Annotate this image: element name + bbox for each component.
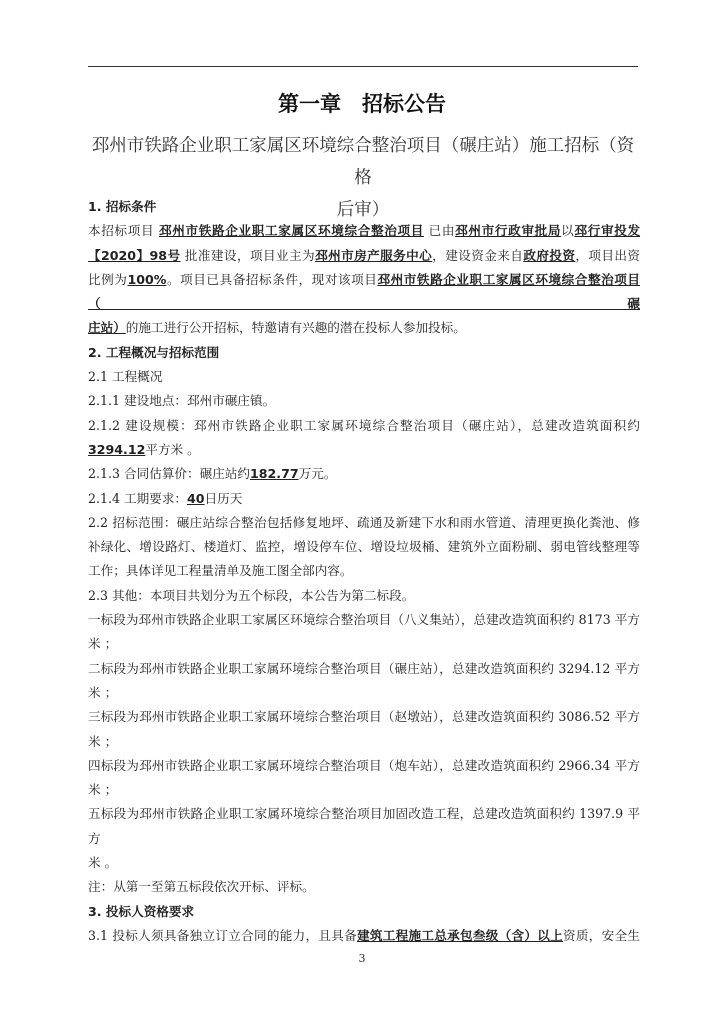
text-segment: 万元。 [298,466,337,482]
qualification-requirement: 建筑工程施工总承包叁级（含）以上 [356,927,564,943]
contract-estimate-value: 182.77 [250,466,299,482]
clause-2-2-line-1: 2.2 招标范围：碾庄站综合整治包括修复地坪、疏通及新建下水和雨水管道、清理更换化粪池、修 [88,514,640,530]
section-3-heading: 3. 投标人资格要求 [88,903,195,919]
clause-2-3: 2.3 其他：本项目共划分为五个标段，本公告为第二标段。 [88,587,415,603]
text-segment: 资质，安全生 [563,927,640,943]
clause-2-1-4 [88,487,640,511]
header-rule [88,66,638,67]
document-body [88,195,640,948]
lot-5-line-2: 米 。 [88,855,118,871]
funding-source: 政府投资 [523,247,576,263]
approval-doc-prefix: 邳行审投发 [574,223,641,239]
project-name-repeat: 邳州市铁路企业职工家属区环境综合整治项目（碾 [88,271,641,312]
lots-note: 注：从第一至第五标段依次开标、评标。 [88,879,315,895]
clause-2-2-line-3: 工作；具体详见工程量清单及施工图全部内容。 [88,563,353,579]
text-segment: 。项目已具备招标条件，现对该项目 [166,271,378,287]
building-area-value: 3294.12 [88,441,146,457]
text-segment: 2.1.3 合同估算价：碾庄站约 [88,466,250,482]
text-segment: 批准建设，项目业主为 [184,247,316,263]
text-segment: 3.1 投标人须具备独立订立合同的能力，且具备 [88,927,357,943]
text-segment: 已由 [428,223,456,239]
clause-2-1-2-line-1: 2.1.2 建设规模：邳州市铁路企业职工家属环境综合整治项目（碾庄站），总建改造筑面积约 [88,417,640,433]
lot-5-line-1: 五标段为邳州市铁路企业职工家属环境综合整治项目加固改造工程，总建改造筑面积约 1397.9 平方 [88,806,640,846]
clause-2-1-3 [88,462,640,486]
lot-2-line-1: 二标段为邳州市铁路企业职工家属环境综合整治项目（碾庄站），总建改造筑面积约 3294.12 平方 [88,660,640,676]
lot-3-line-1: 三标段为邳州市铁路企业职工家属环境综合整治项目（赵墩站），总建改造筑面积约 3086.52 平方 [88,709,640,725]
subtitle-line-2: 后审） [336,200,390,220]
text-segment: 本招标项目 [88,223,155,239]
s1-paragraph-line-3 [88,268,640,317]
project-owner: 邳州市房产服务中心 [315,247,433,263]
lot-1-line-2: 米 ； [88,636,118,652]
funding-ratio: 100% [127,271,167,287]
project-name: 邳州市铁路企业职工家属区环境综合整治项目 [158,223,424,239]
clause-2-1-2-line-2 [88,438,640,462]
text-segment: 比例为 [88,271,128,287]
lot-4-line-2: 米 ； [88,782,118,798]
text-segment: ，项目出资 [575,247,641,263]
clause-3-1 [88,924,640,948]
section-2-heading: 2. 工程概况与招标范围 [88,344,220,360]
text-segment: ，建设资金来自 [432,247,524,263]
text-segment: 2.1.4 工期要求： [88,490,188,506]
s1-paragraph-line-2 [88,244,640,268]
text-segment: 以 [561,223,575,239]
lot-4-line-1: 四标段为邳州市铁路企业职工家属环境综合整治项目（炮车站），总建改造筑面积约 2966.34 平方 [88,757,640,773]
approval-doc-number: 【2020】98号 [88,247,181,263]
duration-value: 40 [187,490,205,506]
page-number: 3 [358,952,366,965]
clause-2-1-1: 2.1.1 建设地点：邳州市碾庄镇。 [88,393,276,409]
project-name-repeat-end: 庄站） [88,320,126,336]
s1-paragraph-line-4 [88,316,640,340]
approval-authority: 邳州市行政审批局 [455,223,562,239]
s1-paragraph-line-1 [88,219,640,243]
chapter-title: 第一章 招标公告 [278,92,446,116]
text-segment: 的施工进行公开招标，特邀请有兴趣的潜在投标人参加投标。 [125,320,466,336]
lot-3-line-2: 米 ； [88,733,118,749]
subtitle-line-1: 邳州市铁路企业职工家属区环境综合整治项目（碾庄站）施工招标（资格 [91,136,635,188]
section-1-heading: 1. 招标条件 [88,199,157,214]
clause-2-2-line-2: 补绿化、增设路灯、楼道灯、监控，增设停车位、增设垃圾桶、建筑外立面粉刷、弱电管线整理等 [88,539,640,555]
lot-2-line-2: 米 ； [88,684,118,700]
text-segment: 平方米 。 [145,441,200,457]
text-segment: 日历天 [204,490,243,506]
clause-2-1: 2.1 工程概况 [88,369,163,385]
lot-1-line-1: 一标段为邳州市铁路企业职工家属区环境综合整治项目（八义集站），总建改造筑面积约 8173 平方 [88,612,640,628]
